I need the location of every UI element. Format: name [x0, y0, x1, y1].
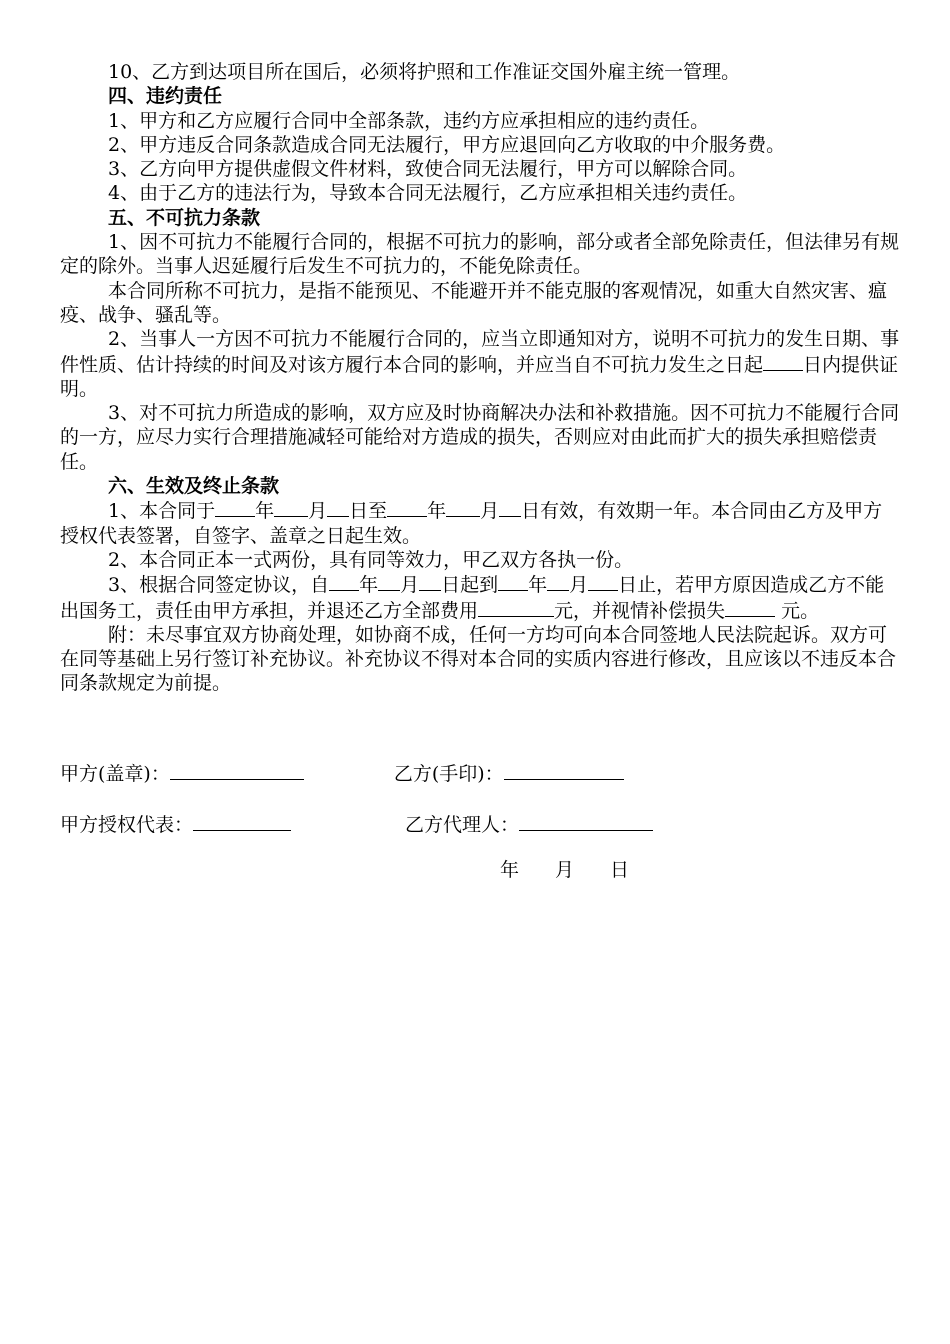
month-label: 月 [400, 574, 420, 597]
party-b-agent-line[interactable] [519, 812, 653, 831]
section-6-clause-3-text-b: 日止，若甲方原因造成乙方不能出国务工，责任由甲方承担，并退还乙方全部费用 [60, 574, 885, 622]
day-to-label: 日至 [349, 500, 388, 523]
section-6-clause-3-text-c: 元，并视情补偿损失 [554, 599, 726, 622]
days-blank[interactable] [763, 352, 803, 371]
year-label: 年 [528, 574, 548, 597]
section-6-clause-1 [60, 498, 900, 548]
date-year-label: 年 [500, 859, 520, 881]
section-6-clause-1-text: 1、本合同于 [108, 500, 216, 523]
section-6-clause-2: 2、本合同正本一式两份，具有同等效力，甲乙双方各执一份。 [108, 548, 634, 571]
party-a-rep-label: 甲方授权代表： [60, 814, 194, 836]
section-5-clause-1: 1、因不可抗力不能履行合同的，根据不可抗力的影响，部分或者全部免除责任，但法律另有规定的除外。当事人迟延履行后发生不可抗力的，不能免除责任。 [60, 231, 900, 278]
refund-amount-blank[interactable] [478, 598, 554, 617]
signing-date [500, 858, 629, 882]
month-label: 月 [480, 500, 500, 523]
from-day-blank[interactable] [419, 572, 441, 591]
section-5-clause-2 [60, 327, 900, 401]
signature-row-1 [60, 761, 624, 786]
contract-body [60, 60, 900, 696]
signature-row-2 [60, 812, 653, 837]
section-6-clause-1-rest: 日有效，有效期一年。本合同由乙方及甲方授权代表签署，自签字、盖章之日起生效。 [60, 500, 883, 547]
day-to-label: 日起到 [441, 574, 499, 597]
year-label: 年 [427, 500, 447, 523]
year-label: 年 [255, 500, 275, 523]
from-year-blank[interactable] [329, 572, 359, 591]
section-5-definition: 本合同所称不可抗力，是指不能预见、不能避开并不能克服的客观情况，如重大自然灾害、瘟疫、战争、骚乱等。 [60, 279, 888, 326]
start-month-blank[interactable] [274, 498, 308, 517]
section-6-title: 六、生效及终止条款 [108, 475, 280, 498]
section-5-title: 五、不可抗力条款 [108, 206, 261, 229]
month-label: 月 [308, 500, 328, 523]
section-4-clause-3: 3、乙方向甲方提供虚假文件材料，致使合同无法履行，甲方可以解除合同。 [108, 158, 748, 181]
month-label: 月 [569, 574, 589, 597]
section-6-clause-3-text: 3、根据合同签定协议，自 [108, 574, 330, 597]
section-6-clause-3-text-d: 元。 [775, 599, 820, 622]
party-a-rep-line[interactable] [193, 812, 291, 831]
start-year-blank[interactable] [215, 498, 255, 517]
party-a-seal-label: 甲方(盖章)： [60, 763, 170, 785]
to-day-blank[interactable] [588, 572, 618, 591]
to-year-blank[interactable] [498, 572, 528, 591]
end-month-blank[interactable] [446, 498, 480, 517]
compensation-amount-blank[interactable] [725, 598, 775, 617]
section-5-clause-3: 3、对不可抗力所造成的影响，双方应及时协商解决办法和补救措施。因不可抗力不能履行合同的一方，应尽力实行合理措施减轻可能给对方造成的损失，否则应对由此而扩大的损失承担赔偿责任。 [60, 402, 900, 473]
party-b-thumb-line[interactable] [504, 761, 624, 780]
section-4-clause-2: 2、甲方违反合同条款造成合同无法履行，甲方应退回向乙方收取的中介服务费。 [108, 133, 786, 156]
clause-10: 10、乙方到达项目所在国后，必须将护照和工作准证交国外雇主统一管理。 [108, 61, 741, 83]
section-6-clause-3 [60, 572, 900, 623]
end-day-blank[interactable] [499, 498, 521, 517]
year-label: 年 [359, 574, 379, 597]
date-day-label: 日 [610, 859, 630, 881]
section-5-clause-2-text-b: 日内提供证明。 [60, 353, 899, 400]
section-4-clause-1: 1、甲方和乙方应履行合同中全部条款，违约方应承担相应的违约责任。 [108, 109, 710, 132]
start-day-blank[interactable] [327, 498, 349, 517]
end-year-blank[interactable] [387, 498, 427, 517]
date-month-label: 月 [555, 859, 575, 881]
from-month-blank[interactable] [378, 572, 400, 591]
party-a-seal-line[interactable] [170, 761, 304, 780]
to-month-blank[interactable] [547, 572, 569, 591]
section-4-title: 四、违约责任 [108, 85, 223, 108]
party-b-agent-label: 乙方代理人： [405, 814, 520, 836]
section-4-clause-4: 4、由于乙方的违法行为，导致本合同无法履行，乙方应承担相关违约责任。 [108, 182, 748, 205]
section-5-clause-2-text-a: 2、当事人一方因不可抗力不能履行合同的，应当立即通知对方，说明不可抗力的发生日期、事件性质、估计持续的时间及对该方履行本合同的影响，并应当自不可抗力发生之日起 [60, 328, 900, 376]
appendix-note: 附：未尽事宜双方协商处理，如协商不成，任何一方均可向本合同签地人民法院起诉。双方可在同等基础上另行签订补充协议。补充协议不得对本合同的实质内容进行修改，且应该以不违反本合同条款规定为前提。 [60, 623, 897, 695]
party-b-thumb-label: 乙方(手印)： [393, 763, 504, 785]
